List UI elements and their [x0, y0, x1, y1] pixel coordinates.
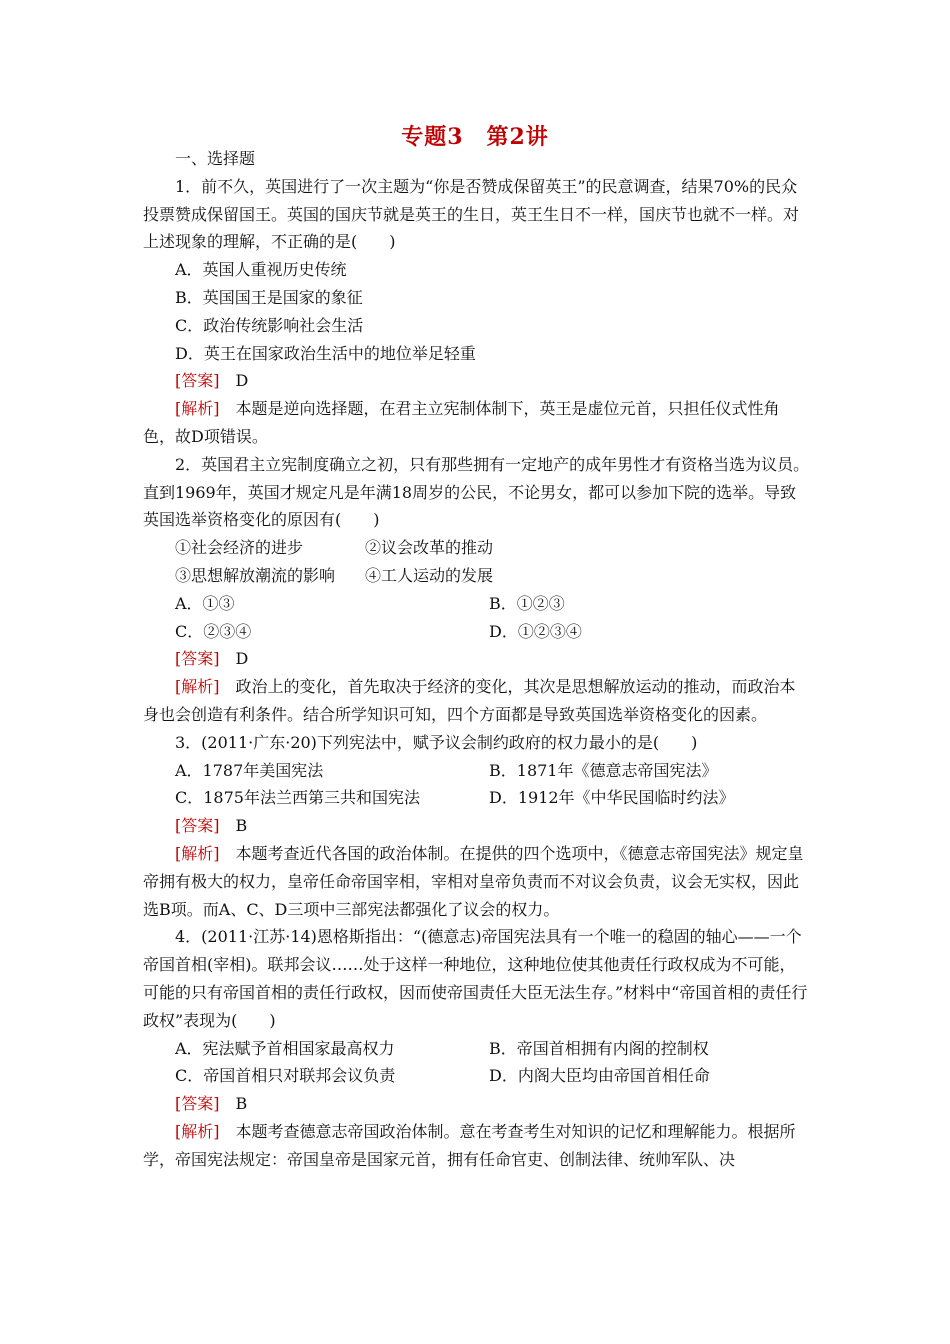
q4-option-c: C．帝国首相只对联邦会议负责 — [175, 1066, 396, 1086]
q1-answer — [143, 367, 811, 395]
q1-option-d: D．英王在国家政治生活中的地位举足轻重 — [175, 343, 476, 363]
q4-option-d: D．内阁大臣均由帝国首相任命 — [489, 1066, 710, 1086]
q4-answer-value: B — [235, 1094, 248, 1114]
analysis-tag: [解析] — [175, 1121, 220, 1141]
q2-answer-value: D — [235, 649, 249, 669]
document-body — [143, 145, 811, 1173]
q1-option-b: B．英国国王是国家的象征 — [175, 287, 363, 307]
question-3-stem: 3．(2011·广东·20)下列宪法中，赋予议会制约政府的权力最小的是( ) — [175, 732, 698, 752]
q2-analysis — [143, 673, 811, 729]
question-2-stem: 2．英国君主立宪制度确立之初，只有那些拥有一定地产的成年男性才有资格当选为议员。直到1969年，英国才规定凡是年满18周岁的公民，不论男女，都可以参加下院的选举。导致英国选举资格变化的原因有( ) — [143, 454, 810, 530]
q2-item-4: ④工人运动的发展 — [365, 565, 494, 585]
q2-option-a: A．①③ — [175, 593, 235, 613]
q3-analysis-text: 本题考查近代各国的政治体制。在提供的四个选项中，《德意志帝国宪法》规定皇帝拥有极大的权力，皇帝任命帝国宰相，宰相对皇帝负责而不对议会负责，议会无实权，因此选B项。而A、C、D三项中三部宪法都强化了议会的权力。 — [143, 843, 804, 919]
q4-options-row-1 — [143, 1035, 811, 1063]
q1-answer-value: D — [235, 371, 249, 391]
q4-analysis — [143, 1118, 811, 1174]
q3-option-a: A．1787年美国宪法 — [175, 760, 324, 780]
q2-option-d: D．①②③④ — [489, 621, 582, 641]
q2-items-row-1 — [143, 534, 811, 562]
answer-tag: [答案] — [175, 649, 220, 669]
q3-option-d: D．1912年《中华民国临时约法》 — [489, 788, 735, 808]
q4-answer — [143, 1090, 811, 1118]
q3-answer — [143, 812, 811, 840]
page-title: 专题3 第2讲 — [401, 124, 549, 150]
q1-analysis-text: 本题是逆向选择题，在君主立宪制体制下，英王是虚位元首，只担任仪式性角色，故D项错误。 — [143, 399, 780, 446]
q4-options-row-2 — [143, 1062, 811, 1090]
q2-item-3: ③思想解放潮流的影响 — [175, 565, 336, 585]
q3-analysis — [143, 840, 811, 923]
question-1-stem: 1．前不久，英国进行了一次主题为“你是否赞成保留英王”的民意调查，结果70%的民众投票赞成保留国王。英国的国庆节就是英王的生日，英王生日不一样，国庆节也就不一样。对上述现象的理解，不正确的是( ) — [143, 176, 800, 252]
section-heading: 一、选择题 — [175, 149, 256, 168]
q2-option-b: B．①②③ — [489, 593, 565, 613]
analysis-tag: [解析] — [175, 399, 220, 419]
q3-option-b: B．1871年《德意志帝国宪法》 — [489, 760, 718, 780]
q2-options-row-2 — [143, 618, 811, 646]
q3-answer-value: B — [235, 816, 248, 836]
q3-option-c: C．1875年法兰西第三共和国宪法 — [175, 788, 420, 808]
q4-option-b: B．帝国首相拥有内阁的控制权 — [489, 1038, 709, 1058]
q2-answer — [143, 645, 811, 673]
q3-options-row-2 — [143, 784, 811, 812]
q1-analysis — [143, 395, 811, 451]
q2-option-c: C．②③④ — [175, 621, 252, 641]
q2-item-1: ①社会经济的进步 — [175, 538, 304, 558]
q1-option-a: A．英国人重视历史传统 — [175, 260, 347, 280]
answer-tag: [答案] — [175, 371, 220, 391]
q3-options-row-1 — [143, 757, 811, 785]
q2-item-2: ②议会改革的推动 — [365, 538, 494, 558]
analysis-tag: [解析] — [175, 677, 220, 697]
question-4-stem: 4．(2011·江苏·14)恩格斯指出：“(德意志)帝国宪法具有一个唯一的稳固的轴心——一个帝国首相(宰相)。联邦会议……处于这样一种地位，这种地位使其他责任行政权成为不可能，可能的只有帝国首相的责任行政权，因而使帝国责任大臣无法生存。”材料中“帝国首相的责任行政权”表现为( ) — [143, 927, 808, 1030]
analysis-tag: [解析] — [175, 843, 220, 863]
q2-options-row-1 — [143, 590, 811, 618]
q4-option-a: A．宪法赋予首相国家最高权力 — [175, 1038, 395, 1058]
q2-analysis-text: 政治上的变化，首先取决于经济的变化，其次是思想解放运动的推动，而政治本身也会创造有利条件。结合所学知识可知，四个方面都是导致英国选举资格变化的因素。 — [143, 677, 796, 724]
answer-tag: [答案] — [175, 816, 220, 836]
q2-items-row-2 — [143, 562, 811, 590]
q1-option-c: C．政治传统影响社会生活 — [175, 315, 364, 335]
q4-analysis-text: 本题考查德意志帝国政治体制。意在考查考生对知识的记忆和理解能力。根据所学，帝国宪法规定：帝国皇帝是国家元首，拥有任命官吏、创制法律、统帅军队、决 — [143, 1121, 796, 1169]
answer-tag: [答案] — [175, 1094, 220, 1114]
